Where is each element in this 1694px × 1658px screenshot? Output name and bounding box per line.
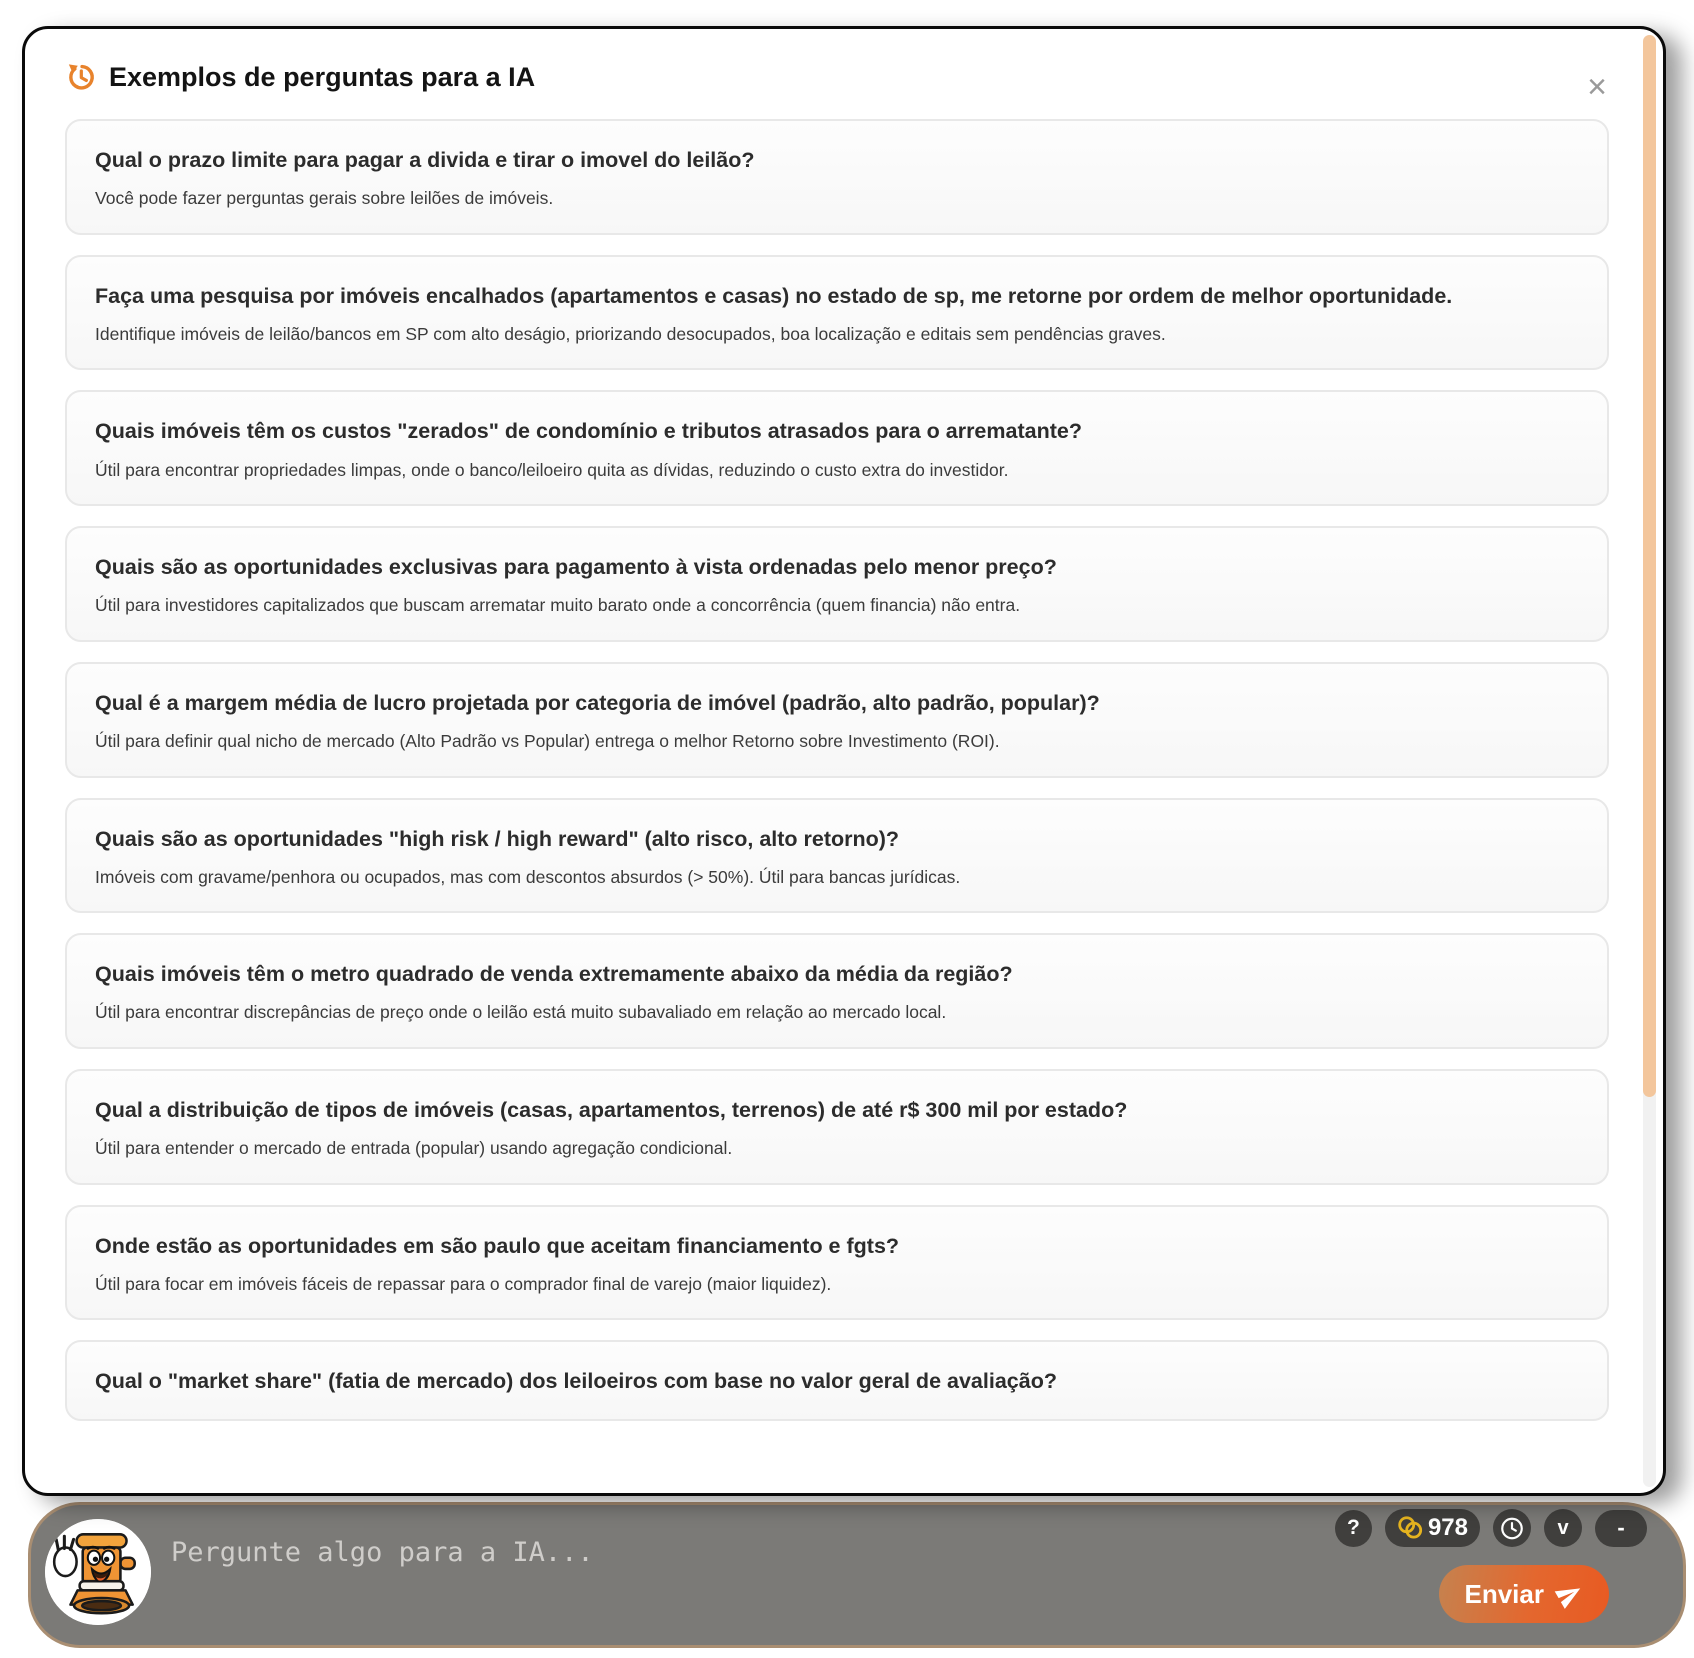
minimize-button[interactable]: - [1595, 1510, 1647, 1547]
help-button[interactable]: ? [1335, 1510, 1372, 1547]
question-title: Onde estão as oportunidades em são paulo que aceitam financiamento e fgts? [95, 1233, 900, 1258]
question-title: Quais são as oportunidades "high risk / high reward" (alto risco, alto retorno)? [95, 826, 900, 851]
question-card[interactable] [65, 1340, 1609, 1420]
question-title: Qual o prazo limite para pagar a divida e tirar o imovel do leilão? [95, 148, 755, 172]
question-card[interactable] [65, 1069, 1609, 1185]
question-card[interactable] [65, 662, 1609, 778]
mascot-avatar [45, 1519, 151, 1625]
question-title: Quais imóveis têm o metro quadrado de venda extremamente abaixo da média da região? [95, 962, 1013, 987]
question-description: Imóveis com gravame/penhora ou ocupados, mas com descontos absurdos (> 50%). Útil para bancas jurídicas. [95, 866, 961, 887]
send-button[interactable] [1439, 1565, 1610, 1623]
question-description: Útil para definir qual nicho de mercado (Alto Padrão vs Popular) entrega o melhor Retorno sobre Investimento (ROI). [95, 730, 1000, 751]
question-title: Quais são as oportunidades exclusivas para pagamento à vista ordenadas pelo menor preço? [95, 555, 1057, 580]
question-description: Útil para encontrar propriedades limpas, onde o banco/leiloeiro quita as dívidas, reduzindo o custo extra do investidor. [95, 459, 1009, 480]
coins-icon [1397, 1515, 1425, 1541]
modal-scrollbar-track[interactable] [1643, 35, 1656, 1487]
chat-input[interactable] [169, 1527, 1223, 1577]
history-button[interactable] [1493, 1509, 1531, 1547]
question-title: Quais imóveis têm os custos "zerados" de condomínio e tributos atrasados para o arrematante? [95, 419, 1082, 444]
question-title: Qual o "market share" (fatia de mercado) dos leiloeiros com base no valor geral de avaliação? [95, 1369, 1057, 1394]
paper-plane-icon [1551, 1576, 1588, 1613]
question-description: Útil para entender o mercado de entrada (popular) usando agregação condicional. [95, 1138, 733, 1159]
question-title: Qual é a margem média de lucro projetada por categoria de imóvel (padrão, alto padrão, popular)? [95, 690, 1100, 715]
examples-modal [22, 26, 1666, 1496]
modal-scrollbar-thumb[interactable] [1643, 35, 1656, 1097]
question-description: Útil para encontrar discrepâncias de preço onde o leilão está muito subavaliado em relação ao mercado local. [95, 1002, 947, 1023]
clock-icon [1499, 1515, 1525, 1542]
question-card[interactable] [65, 1205, 1609, 1321]
question-card[interactable] [65, 255, 1609, 371]
question-description: Útil para focar em imóveis fáceis de repassar para o comprador final de varejo (maior liquidez). [95, 1273, 832, 1294]
send-button-label: Enviar [1464, 1578, 1544, 1609]
question-card[interactable] [65, 526, 1609, 642]
chat-bar-controls [1335, 1508, 1647, 1548]
modal-title: Exemplos de perguntas para a IA [109, 61, 536, 92]
modal-header [25, 29, 1663, 119]
question-card[interactable] [65, 390, 1609, 506]
credits-button[interactable] [1385, 1509, 1480, 1547]
question-card[interactable] [65, 119, 1609, 235]
question-description: Útil para investidores capitalizados que buscam arrematar muito barato onde a concorrência (quem financia) não entra. [95, 595, 1021, 616]
collapse-button[interactable]: v [1544, 1509, 1582, 1547]
question-card[interactable] [65, 798, 1609, 914]
question-card[interactable] [65, 933, 1609, 1049]
question-description: Você pode fazer perguntas gerais sobre leilões de imóveis. [95, 188, 554, 209]
question-description: Identifique imóveis de leilão/bancos em SP com alto deságio, priorizando desocupados, boa localização e editais sem pendências graves. [95, 323, 1166, 344]
question-title: Qual a distribuição de tipos de imóveis (casas, apartamentos, terrenos) de até r$ 300 mil por estado? [95, 1098, 1128, 1123]
gavel-mascot-icon [45, 1519, 151, 1625]
credits-count: 978 [1427, 1514, 1468, 1541]
close-icon[interactable]: × [1581, 69, 1613, 105]
question-title: Faça uma pesquisa por imóveis encalhados (apartamentos e casas) no estado de sp, me retorne por ordem de melhor oportunidade. [95, 283, 1453, 308]
chat-bar [28, 1502, 1686, 1648]
question-list [25, 119, 1663, 1421]
history-icon [65, 61, 97, 93]
